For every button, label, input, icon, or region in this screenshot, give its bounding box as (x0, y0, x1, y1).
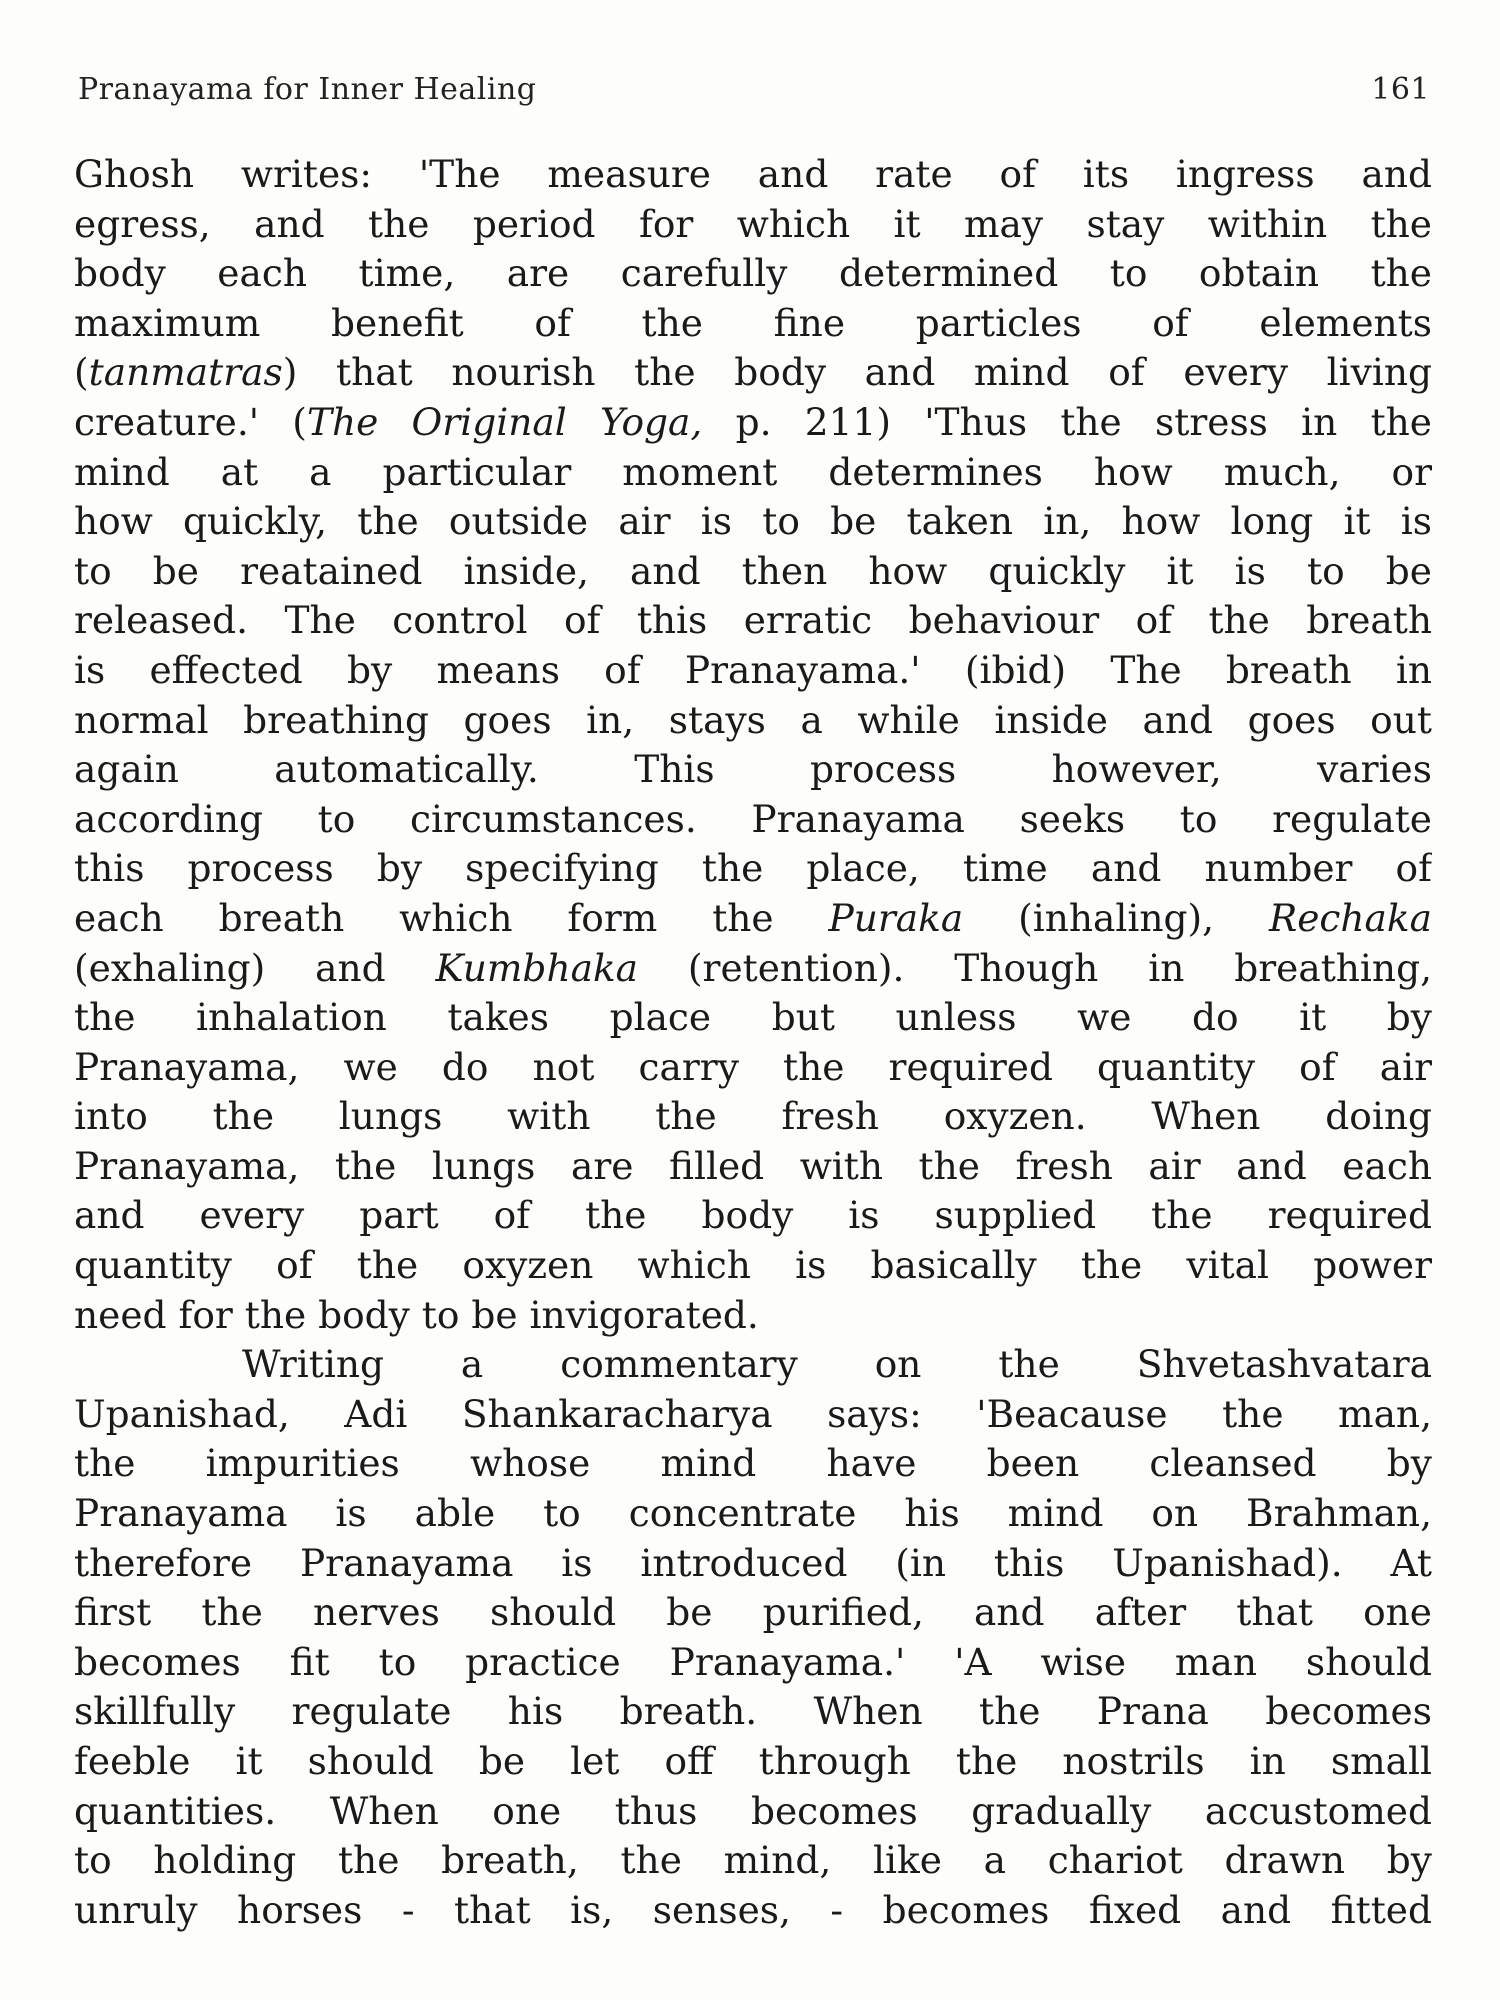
text-line: Pranayama, the lungs are filled with the fresh air and each (74, 1143, 1432, 1188)
text-line: again automatically. This process however, varies (74, 747, 1432, 792)
body-text (74, 150, 1432, 1935)
text-line: Ghosh writes: 'The measure and rate of its ingress and (74, 152, 1432, 196)
text-line: maximum benefit of the fine particles of elements (74, 300, 1432, 345)
running-title: Pranayama for Inner Healing (78, 72, 537, 107)
text-line: need for the body to be invigorated. (74, 1292, 759, 1337)
text-line: released. The control of this erratic behaviour of the breath (74, 598, 1432, 643)
text-line: and every part of the body is supplied the required (74, 1193, 1432, 1238)
text-line: therefore Pranayama is introduced (in this Upanishad). At (74, 1540, 1432, 1585)
text-line: Writing a commentary on the Shvetashvatara (242, 1342, 1432, 1387)
text-line: creature.' (The Original Yoga, p. 211) 'Thus the stress in the (74, 399, 1432, 444)
text-line: feeble it should be let off through the nostrils in small (74, 1739, 1432, 1783)
text-line: this process by specifying the place, time and number of (74, 846, 1432, 891)
text-line: normal breathing goes in, stays a while inside and goes out (74, 697, 1432, 742)
italic-term: The Original Yoga, (306, 399, 703, 444)
text-line: body each time, are carefully determined to obtain the (74, 251, 1432, 296)
text-line: (tanmatras) that nourish the body and mind of every living (74, 350, 1432, 395)
italic-term: Puraka (828, 895, 964, 940)
text-line: unruly horses - that is, senses, - becomes fixed and fitted (74, 1887, 1432, 1932)
text-line: egress, and the period for which it may stay within the (74, 201, 1432, 246)
italic-term: Kumbhaka (435, 945, 639, 990)
text-line: Pranayama is able to concentrate his mind on Brahman, (74, 1491, 1432, 1536)
text-line: skillfully regulate his breath. When the Prana becomes (74, 1689, 1432, 1734)
text-line: mind at a particular moment determines how much, or (74, 449, 1432, 494)
text-line: becomes fit to practice Pranayama.' 'A wise man should (74, 1639, 1432, 1684)
page-number: 161 (1371, 72, 1430, 107)
text-line: how quickly, the outside air is to be taken in, how long it is (74, 499, 1432, 544)
running-head (78, 72, 1430, 116)
text-line: according to circumstances. Pranayama seeks to regulate (74, 796, 1432, 841)
text-line: to holding the breath, the mind, like a chariot drawn by (74, 1838, 1432, 1883)
text-line: the impurities whose mind have been cleansed by (74, 1441, 1432, 1486)
italic-term: tanmatras (88, 350, 283, 395)
text-line: first the nerves should be purified, and after that one (74, 1590, 1432, 1635)
text-line: quantity of the oxyzen which is basically the vital power (74, 1243, 1432, 1288)
text-line: quantities. When one thus becomes gradually accustomed (74, 1788, 1432, 1833)
text-line: the inhalation takes place but unless we do it by (74, 995, 1432, 1040)
text-line: into the lungs with the fresh oxyzen. When doing (74, 1094, 1432, 1139)
text-line: Pranayama, we do not carry the required quantity of air (74, 1044, 1432, 1089)
text-line: to be reatained inside, and then how quickly it is to be (74, 548, 1432, 593)
text-line: each breath which form the Puraka (inhaling), Rechaka (74, 895, 1432, 940)
text-line: is effected by means of Pranayama.' (ibid) The breath in (74, 647, 1432, 692)
text-line: Upanishad, Adi Shankaracharya says: 'Beacause the man, (74, 1391, 1432, 1436)
text-line: (exhaling) and Kumbhaka (retention). Though in breathing, (74, 945, 1432, 990)
italic-term: Rechaka (1268, 895, 1432, 940)
